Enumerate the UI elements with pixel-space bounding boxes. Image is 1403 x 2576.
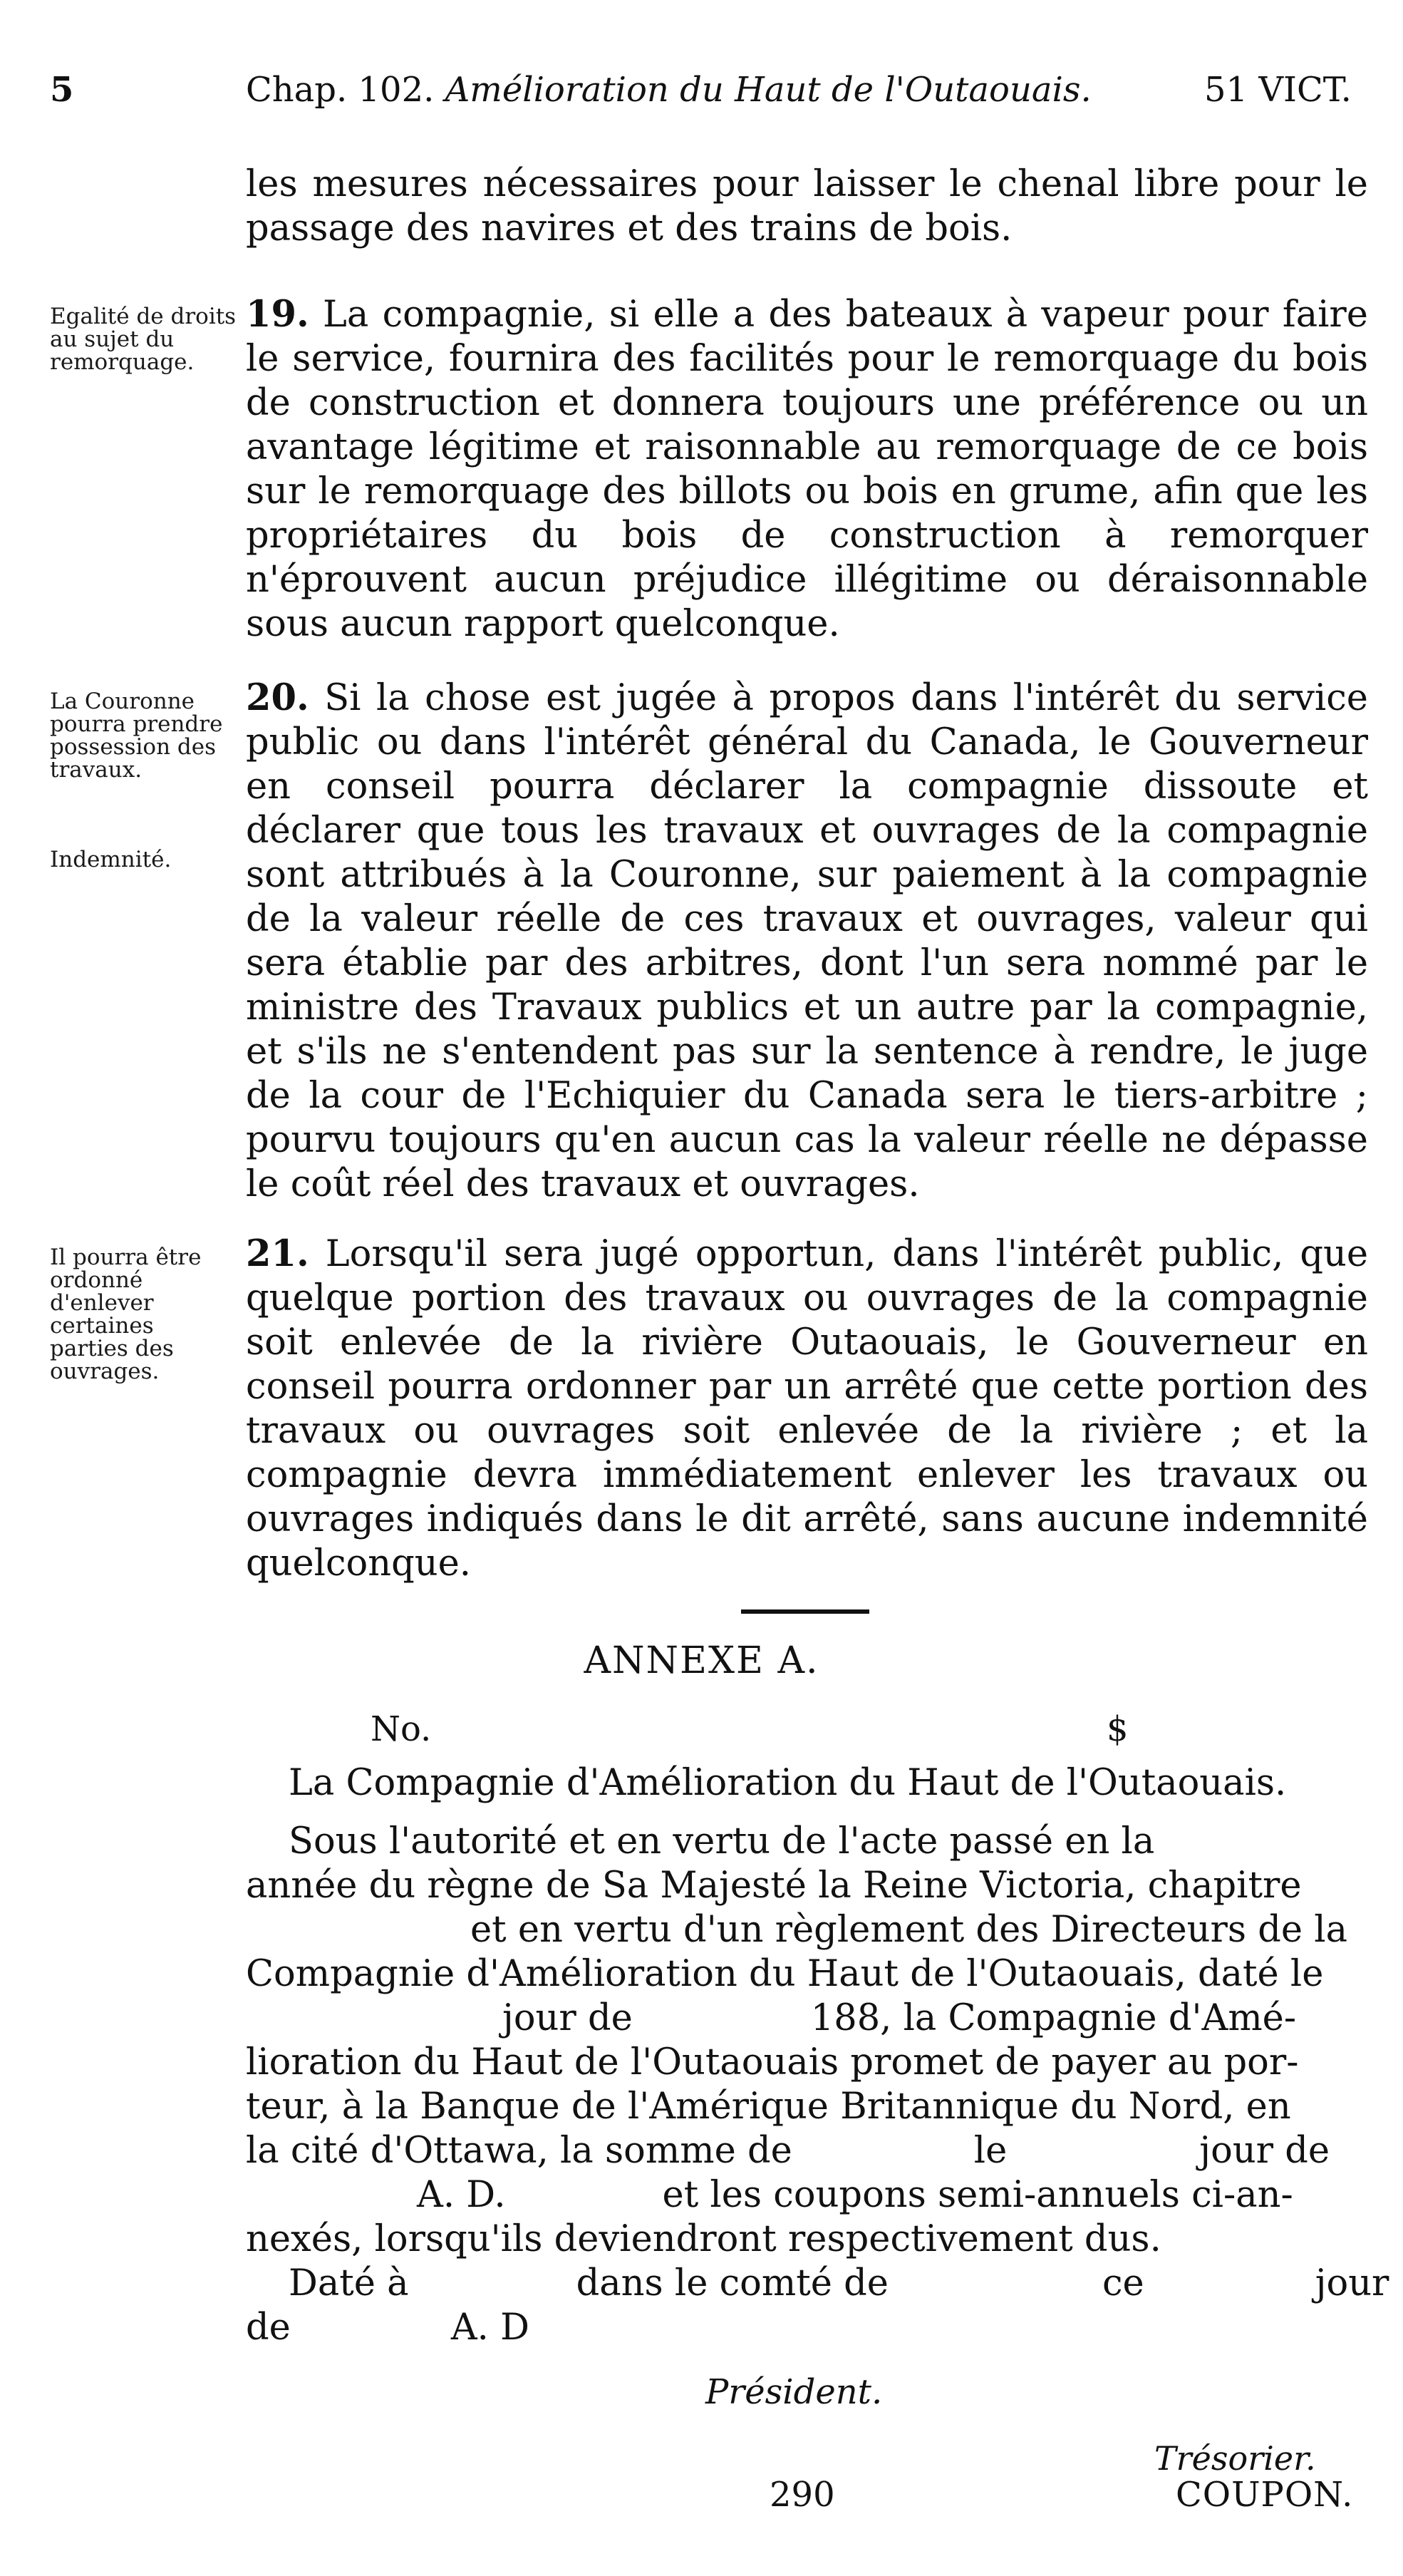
bond-blank-label: jour de <box>502 1997 633 2039</box>
section-number: 21. <box>246 1232 309 1275</box>
page-number: 5 <box>50 70 74 110</box>
bond-amount-label: $ <box>1107 1709 1129 1749</box>
intro-text: les mesures nécessaires pour laisser le chenal libre pour le passage des navires et des trains de bois. <box>246 163 1368 249</box>
bond-blank-label: jour <box>1315 2262 1389 2304</box>
section-19 <box>246 292 1368 646</box>
annex-title: ANNEXE A. <box>584 1639 819 1682</box>
margin-note-20: La Couronne pourra prendre possession des travaux. <box>50 689 223 783</box>
annex-company-name: La Compagnie d'Amélioration du Haut de l'Outaouais. <box>289 1762 1287 1804</box>
bond-line <box>246 2306 1368 2350</box>
footer-page-number: 290 <box>770 2475 835 2515</box>
bond-blank-label: de <box>246 2307 291 2349</box>
president-signature-label: Président. <box>705 2372 883 2412</box>
bond-blank-label: A. D <box>450 2307 529 2349</box>
section-text: Si la chose est jugée à propos dans l'intérêt du service public ou dans l'intérêt général du Canada, le Gouverneur en conseil pourra déclarer la compagnie dissoute et déclarer que tous les travaux et ouvrages de la compagnie sont attribués à la Couronne, sur paiement à la compagnie de la valeur réelle de ces travaux et ouvrages, valeur qui sera établie par des arbitres, dont l'un sera nommé par le ministre des Travaux publics et un autre par la compagnie, et s'ils ne s'entendent pas sur la sentence à rendre, le juge de la cour de l'Echiquier du Canada sera le tiers-arbitre ; pourvu toujours qu'en aucun cas la valeur réelle ne dépasse le coût réel des travaux et ouvrages. <box>246 677 1368 1205</box>
bond-line: Compagnie d'Amélioration du Haut de l'Outaouais, daté le <box>246 1953 1324 1995</box>
bond-line: et en vertu d'un règlement des Directeurs de la <box>470 1909 1347 1951</box>
section-number: 20. <box>246 676 309 719</box>
bond-blank-label: dans le comté de <box>576 2262 889 2304</box>
bond-blank-label: , la Compagnie d'Amé- <box>880 1997 1297 2039</box>
coupon-heading: COUPON. <box>1176 2475 1354 2515</box>
bond-blank-label: et les coupons semi-annuels ci-an- <box>662 2174 1293 2216</box>
section-21 <box>246 1232 1368 1586</box>
chapter-label: Chap. 102. <box>246 70 435 110</box>
section-text: La compagnie, si elle a des bateaux à vapeur pour faire le service, fournira des facilités pour le remorquage du bois de construction et donnera toujours une préférence ou un avantage légitime et raisonnable au remorquage de ce bois sur le remorquage des billots ou bois en grume, afin que les propriétaires du bois de construction à remorquer n'éprouvent aucun préjudice illégitime ou déraisonnable sous aucun rapport quelconque. <box>246 294 1368 645</box>
bond-blank-label: la cité d'Ottawa, la somme de <box>246 2130 792 2172</box>
bond-line <box>246 2262 1389 2306</box>
bond-blank-label: A. D. <box>417 2174 506 2216</box>
bond-line <box>246 2173 1368 2217</box>
section-divider <box>741 1609 869 1614</box>
regnal-year: 51 VICT. <box>1204 70 1352 110</box>
treasurer-signature-label: Trésorier. <box>1154 2439 1316 2478</box>
section-number: 19. <box>246 293 309 336</box>
bond-line: lioration du Haut de l'Outaouais promet de payer au por- <box>246 2041 1299 2083</box>
act-title: Amélioration du Haut de l'Outaouais. <box>445 70 1092 110</box>
bond-blank-label: le <box>973 2130 1008 2172</box>
bond-blank-label: ce <box>1102 2262 1144 2304</box>
bond-line <box>246 2129 1368 2173</box>
bond-form <box>246 1820 1389 2350</box>
running-header <box>246 70 1092 110</box>
bond-blank-label: jour de <box>1199 2130 1330 2172</box>
bond-line: teur, à la Banque de l'Amérique Britannique du Nord, en <box>246 2086 1291 2128</box>
bond-year: 188 <box>810 1997 881 2039</box>
section-text: Lorsqu'il sera jugé opportun, dans l'intérêt public, que quelque portion des travaux ou ouvrages de la compagnie soit enlevée de la rivière Outaouais, le Gouverneur en conseil pourra ordonner par un arrêté que cette portion des travaux ou ouvrages soit enlevée de la rivière ; et la compagnie devra immédiatement enlever les travaux ou ouvrages indiqués dans le dit arrêté, sans aucune indemnité quelconque. <box>246 1233 1368 1585</box>
margin-note-19: Egalité de droits au sujet du remorquage. <box>50 304 237 375</box>
bond-line: Sous l'autorité et en vertu de l'acte passé en la <box>289 1820 1155 1863</box>
bond-number-label: No. <box>371 1709 432 1749</box>
bond-blank-label: Daté à <box>289 2262 409 2304</box>
bond-line <box>246 1997 1368 2041</box>
bond-line: nexés, lorsqu'ils deviendront respectivement dus. <box>246 2218 1161 2260</box>
margin-note-21: Il pourra être ordonné d'enlever certaines parties des ouvrages. <box>50 1245 202 1384</box>
intro-paragraph <box>246 163 1368 251</box>
section-20 <box>246 676 1368 1207</box>
bond-line: année du règne de Sa Majesté la Reine Victoria, chapitre <box>246 1865 1302 1907</box>
margin-note-indemnite: Indemnité. <box>50 847 172 872</box>
